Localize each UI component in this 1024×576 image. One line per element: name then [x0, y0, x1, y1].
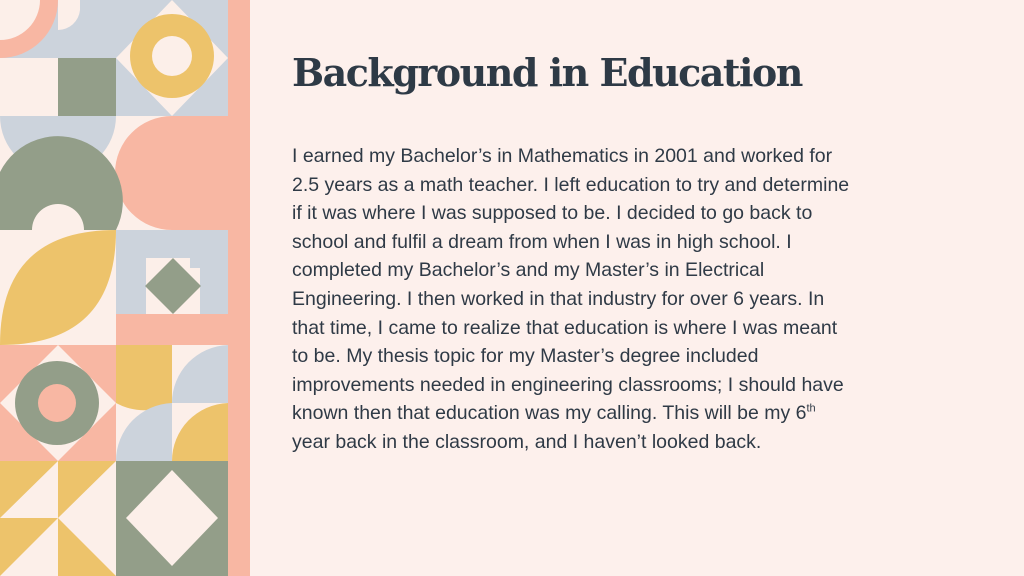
- green-square: [58, 58, 116, 116]
- ordinal-suffix: th: [806, 402, 816, 415]
- salmon-strip: [228, 0, 250, 576]
- body-text-part2: year back in the classroom, and I haven’t looked back.: [292, 430, 762, 453]
- body-paragraph: [292, 142, 852, 457]
- slide-title: Background in Education: [292, 50, 802, 95]
- geometric-pattern-decoration: [0, 0, 250, 576]
- body-text-part1: I earned my Bachelor’s in Mathematics in 2001 and worked for 2.5 years as a math teacher. I left education to try and determine if it was where I was supposed to be. I decided to go back to school and fulfil a dream from when I was in high school. I completed my Bachelor’s and my Master’s in Electrical Engineering. I then worked in that industry for over 6 years. In that time, I came to realize that education is where I was meant to be. My thesis topic for my Master’s degree included improvements needed in engineering classrooms; I should have known then that education was my calling. This will be my 6: [292, 145, 850, 425]
